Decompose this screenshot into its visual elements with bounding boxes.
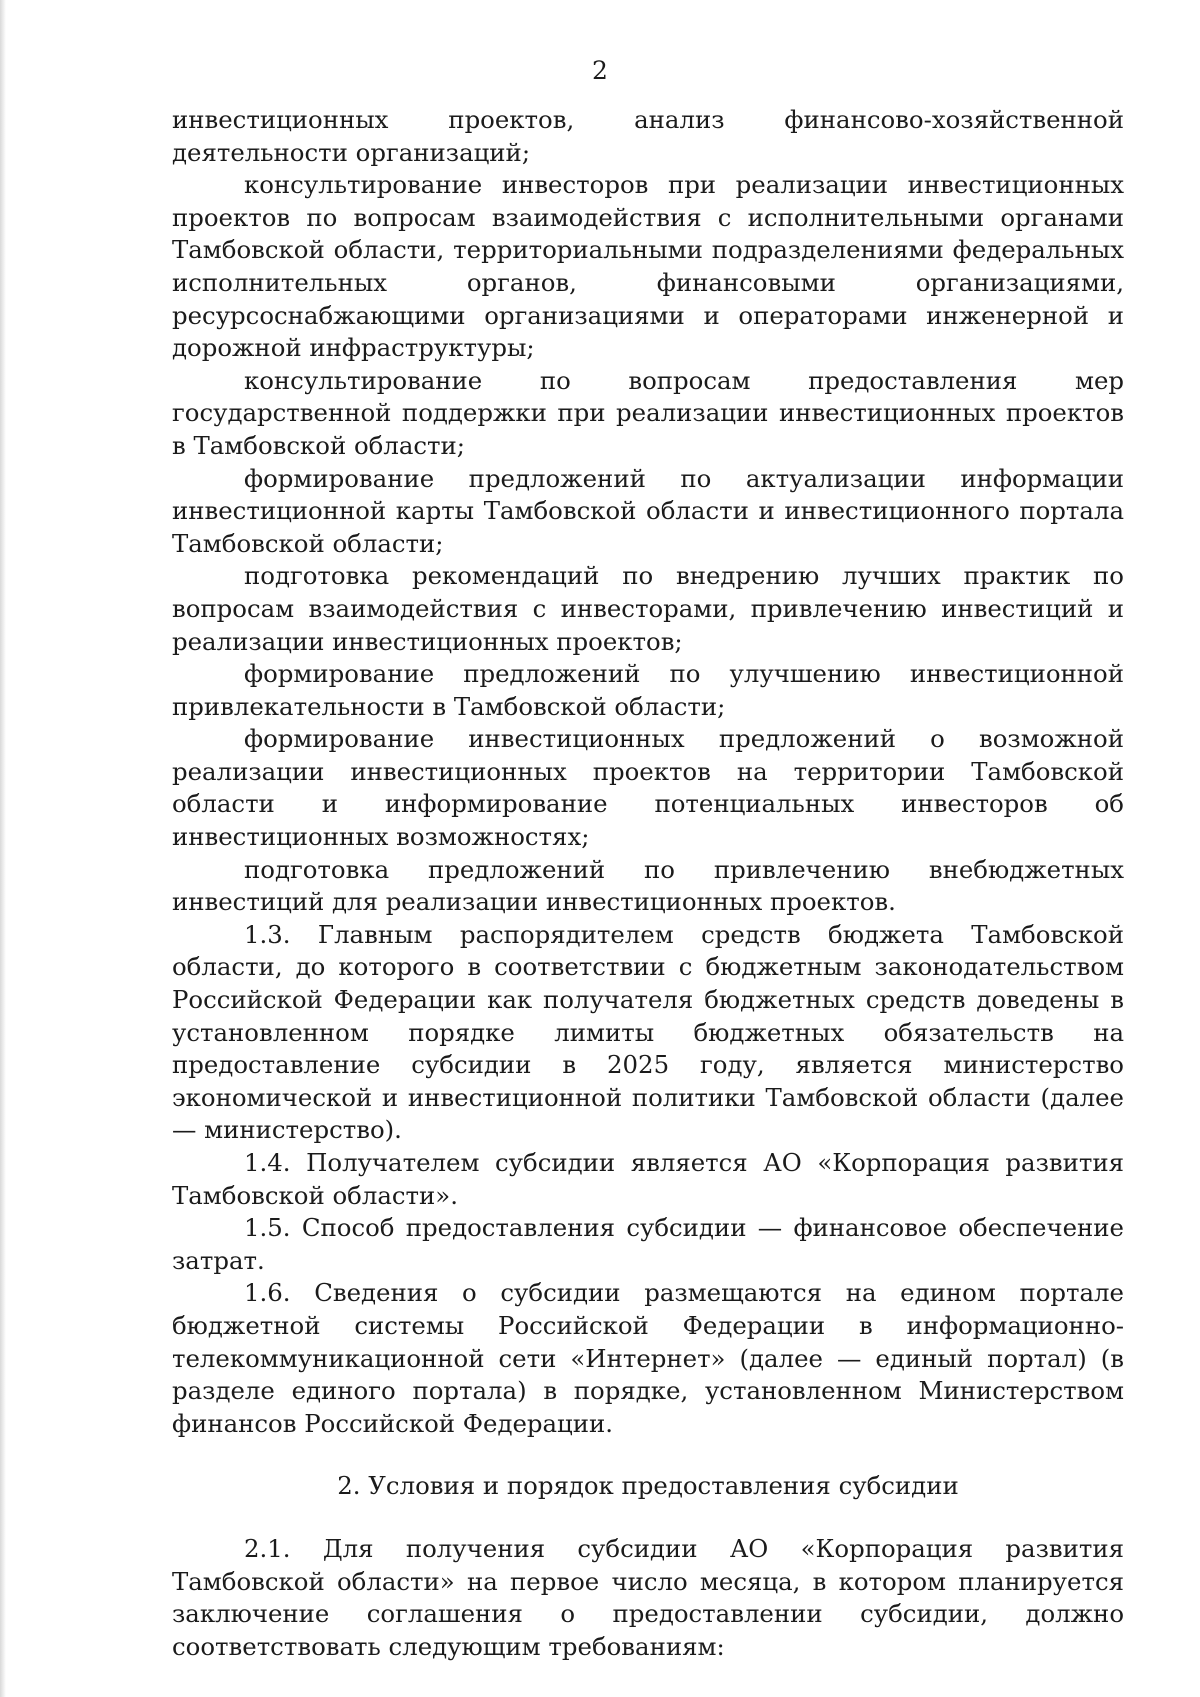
- paragraph-best-practices: подготовка рекомендаций по внедрению лучших практик по вопросам взаимодействия с инвесторами, привлечению инвестиций и реализации инвестиционных проектов;: [172, 561, 1124, 656]
- section-2-heading: 2. Условия и порядок предоставления субсидии: [337, 1471, 959, 1501]
- paragraph-investment-attractiveness: формирование предложений по улучшению инвестиционной привлекательности в Тамбовской области;: [172, 659, 1124, 721]
- paragraph-1-5: 1.5. Способ предоставления субсидии — финансовое обеспечение затрат.: [172, 1213, 1124, 1275]
- paragraph-2-1: 2.1. Для получения субсидии АО «Корпорация развития Тамбовской области» на первое число месяца, в котором планируется заключение соглашения о предоставлении субсидии, должно соответствовать следующим требованиям:: [172, 1533, 1124, 1661]
- paragraph-consulting-investors: консультирование инвесторов при реализации инвестиционных проектов по вопросам взаимодействия с исполнительными органами Тамбовской области, территориальными подразделениями федеральных исполнительных органов, финансовыми организациями, ресурсоснабжающими организациями и операторами инженерной и дорожной инфраструктуры;: [172, 170, 1124, 363]
- document-body: [172, 104, 1124, 1663]
- paragraph-investment-proposals: формирование инвестиционных предложений о возможной реализации инвестиционных проектов на территории Тамбовской области и информирование потенциальных инвесторов об инвестиционных возможностях;: [172, 724, 1124, 852]
- paragraph-continuation: инвестиционных проектов, анализ финансово-хозяйственной деятельности организаций;: [172, 105, 1124, 167]
- paragraph-state-support-consulting: консультирование по вопросам предоставления мер государственной поддержки при реализации инвестиционных проектов в Тамбовской области;: [172, 365, 1124, 460]
- paragraph-1-4: 1.4. Получателем субсидии является АО «Корпорация развития Тамбовской области».: [172, 1148, 1124, 1210]
- paragraph-1-6: 1.6. Сведения о субсидии размещаются на едином портале бюджетной системы Российской Федерации в информационно-телекоммуникационной сети «Интернет» (далее — единый портал) (в разделе единого портала) в порядке, установленном Министерством финансов Российской Федерации.: [172, 1278, 1124, 1438]
- paragraph-investment-map-proposals: формирование предложений по актуализации информации инвестиционной карты Тамбовской области и инвестиционного портала Тамбовской области;: [172, 463, 1124, 558]
- scan-edge-shadow: [0, 0, 6, 1697]
- paragraph-1-3: 1.3. Главным распорядителем средств бюджета Тамбовской области, до которого в соответствии с бюджетным законодательством Российской Федерации как получателя бюджетных средств доведены в установленном порядке лимиты бюджетных обязательств на предоставление субсидии в 2025 году, является министерство экономической и инвестиционной политики Тамбовской области (далее — министерство).: [172, 919, 1124, 1145]
- paragraph-extrabudgetary-investments: подготовка предложений по привлечению внебюджетных инвестиций для реализации инвестиционных проектов.: [172, 854, 1124, 917]
- page-number: 2: [592, 56, 608, 85]
